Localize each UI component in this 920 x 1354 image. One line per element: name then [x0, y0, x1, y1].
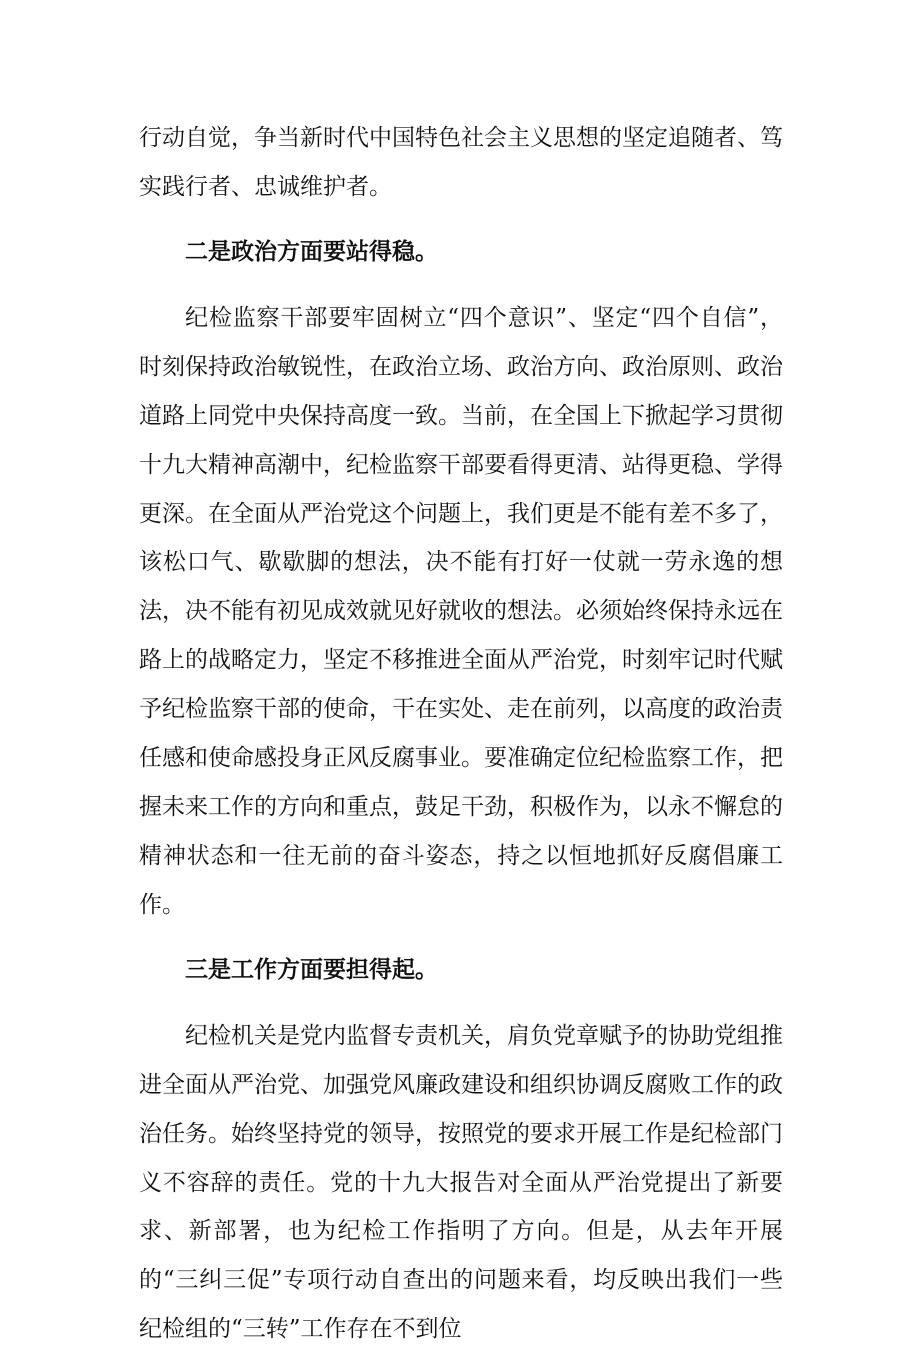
paragraph-political: 纪检监察干部要牢固树立“四个意识”、坚定“四个自信”，时刻保持政治敏锐性，在政治立场、政治方向、政治原则、政治道路上同党中央保持高度一致。当前，在全国上下掀起学习贯彻十九大精神高潮中，纪检监察干部要看得更清、站得更稳、学得更深。在全面从严治党这个问题上，我们更是不能有差不多了，该松口气、歇歇脚的想法，决不能有打好一仗就一劳永逸的想法，决不能有初见成效就见好就收的想法。必须始终保持永远在路上的战略定力，坚定不移推进全面从严治党，时刻牢记时代赋予纪检监察干部的使命，干在实处、走在前列，以高度的政治责任感和使命感投身正风反腐事业。要准确定位纪检监察工作，把握未来工作的方向和重点，鼓足干劲，积极作为，以永不懈怠的精神状态和一往无前的奋斗姿态，持之以恒地抓好反腐倡廉工作。: [139, 304, 783, 918]
document-body: [139, 114, 783, 1354]
section-heading-political: 二是政治方面要站得稳。: [185, 238, 438, 266]
paragraph-work: 纪检机关是党内监督专责机关，肩负党章赋予的协助党组推进全面从严治党、加强党风廉政建设和组织协调反腐败工作的政治任务。始终坚持党的领导，按照党的要求开展工作是纪检部门义不容辞的责任。党的十九大报告对全面从严治党提出了新要求、新部署，也为纪检工作指明了方向。但是，从去年开展的“三纠三促”专项行动自查出的问题来看，均反映出我们一些纪检组的“三转”工作存在不到位: [139, 1022, 783, 1343]
section-heading-work: 三是工作方面要担得起。: [185, 956, 438, 984]
paragraph-continuation: 行动自觉，争当新时代中国特色社会主义思想的坚定追随者、笃实践行者、忠诚维护者。: [139, 125, 783, 200]
